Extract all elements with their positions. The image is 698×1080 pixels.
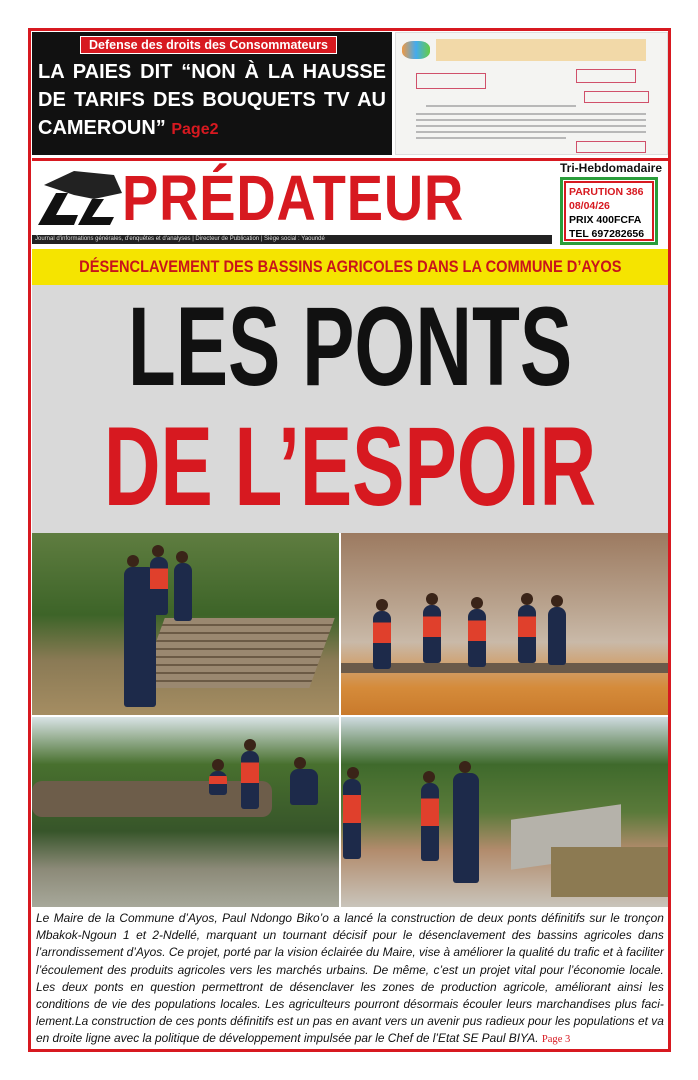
price: PRIX 400FCFA bbox=[569, 214, 642, 226]
article-page-ref[interactable]: Page 3 bbox=[541, 1033, 571, 1046]
section-banner-text: DÉSENCLAVEMENT DES BASSINS AGRICOLES DANS LA COMMUNE D’AYOS bbox=[78, 257, 622, 276]
masthead-title: PRÉDATEUR bbox=[122, 162, 465, 234]
headline-line-2: DE L’ESPOIR bbox=[103, 404, 597, 529]
issue-number: PARUTION 386 bbox=[569, 186, 644, 198]
section-banner bbox=[32, 249, 668, 285]
masthead bbox=[32, 158, 668, 246]
phone: TEL 697282656 bbox=[569, 228, 645, 240]
document-logo-icon bbox=[402, 41, 430, 59]
document-photo bbox=[395, 32, 668, 155]
photo-concrete-bridge bbox=[341, 717, 668, 907]
kicker-label: Defense des droits des Consommateurs bbox=[80, 36, 337, 54]
headline-line-1: LES PONTS bbox=[127, 284, 573, 409]
page-ref: Page2 bbox=[171, 121, 219, 138]
top-story-banner[interactable] bbox=[32, 32, 392, 155]
headline-text: LA PAIES DIT “NON À LA HAUSSE DE TARIFS DES BOUQUETS TV AU CAMEROUN” bbox=[38, 61, 386, 139]
photo-wooden-bridge bbox=[32, 533, 339, 715]
predator-fish-logo-icon bbox=[34, 165, 124, 229]
main-headline[interactable] bbox=[32, 285, 668, 533]
masthead-tagline: Journal d'informations générales, d'enquêtes et d'analyses | Directeur de Publication | Siège social : Yaoundé bbox=[32, 235, 552, 244]
photo-log-bridge bbox=[32, 717, 339, 907]
photo-bridge-foundation bbox=[341, 533, 668, 715]
frequency-label: Tri-Hebdomadaire bbox=[560, 161, 663, 175]
issue-date: 08/04/26 bbox=[569, 200, 610, 212]
top-story-headline bbox=[38, 58, 386, 144]
article-text: Le Maire de la Commune d’Ayos, Paul Ndongo Biko’o a lancé la construction de deux ponts définitifs sur le tronçon Mbakok-Ngoun 1 et 2-Ndellé, marquant un tournant décisif pour le désenclavement des bassins agricoles dans l’arrondissement d’Ayos. Ce projet, porté par la vision éclairée du Maire, vise à améliorer la qualité du trafic et à faciliter l’écoulement des produits agricoles vers les marchés urbains. De même, c’est un projet vital pour l’économie locale. Les deux ponts en question permettront de désenclaver les zones de production agricole, améliorant ainsi les conditions de vie des populations locales. Les agriculteurs pourront désormais écouler leurs marchandises plus faci-lement.La construction de ces ponts définitifs est un pas en avant vers un avenir pus radieux pour les populations et va en droite ligne avec la politique de développement impulsée par le Chef de l’Etat SE Paul BIYA. bbox=[36, 911, 664, 1046]
article-body bbox=[36, 910, 664, 1049]
issue-info-box bbox=[560, 177, 658, 245]
